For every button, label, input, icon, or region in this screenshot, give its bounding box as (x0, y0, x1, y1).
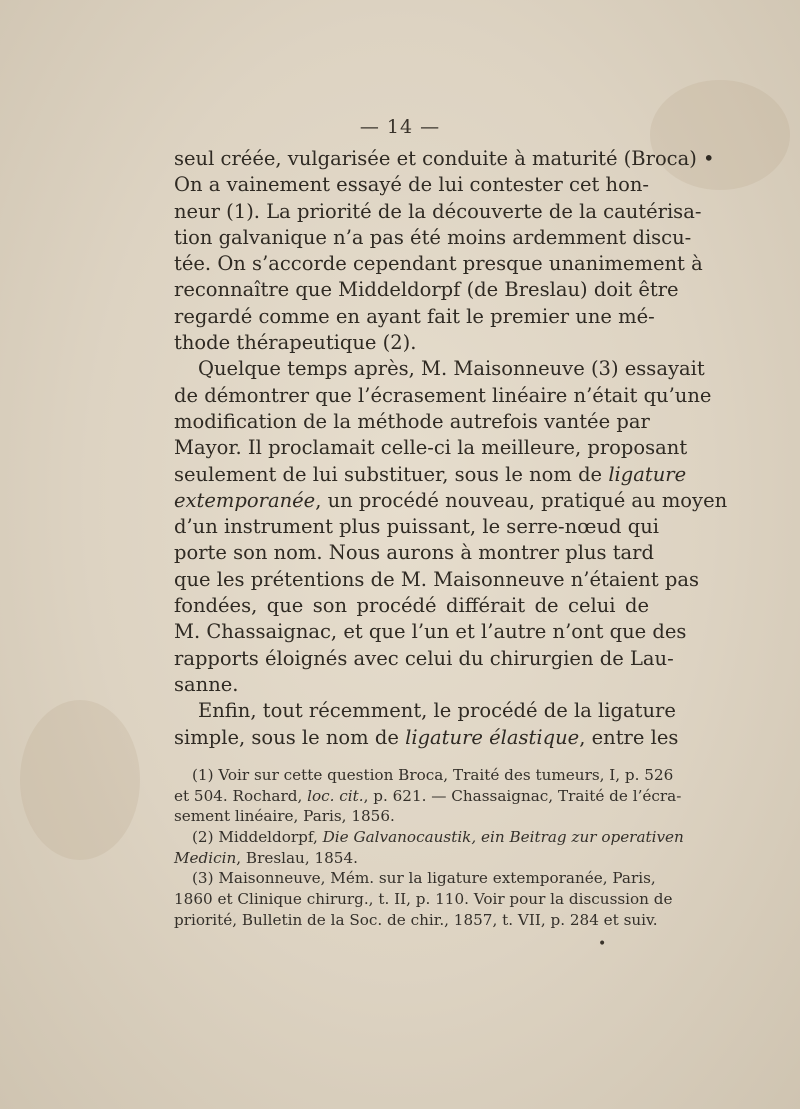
text-line: M. Chassaignac, et que l’un et l’autre n’ont que des (174, 620, 687, 644)
footnote-line: 1860 et Clinique chirurg., t. II, p. 110. Voir pour la discussion de (174, 890, 673, 909)
text-line: rapports éloignés avec celui du chirurgien de Lau- (174, 646, 674, 670)
text-line: thode thérapeutique (2). (174, 331, 417, 355)
footnote-line: (2) Middeldorpf, Die Galvanocaustik, ein Beitrag zur operativen (192, 828, 684, 847)
footnote-line: priorité, Bulletin de la Soc. de chir., 1857, t. VII, p. 284 et suiv. (174, 910, 658, 929)
text-line: Enfin, tout récemment, le procédé de la ligature (198, 699, 676, 723)
text-line: Mayor. Il proclamait celle-ci la meilleure, proposant (174, 436, 688, 460)
text-line: sanne. (174, 672, 239, 696)
text-line: extemporanée, un procédé nouveau, pratiqué au moyen (174, 488, 728, 512)
text-line: que les prétentions de M. Maisonneuve n’étaient pas (174, 567, 699, 591)
paper-stain (20, 700, 140, 860)
italic-term: ligature élastique (405, 725, 580, 749)
text-line: simple, sous le nom de ligature élastique, entre les (174, 725, 679, 749)
text-line: neur (1). La priorité de la découverte de la cautérisa- (174, 199, 702, 223)
footnote-line: (3) Maisonneuve, Mém. sur la ligature extemporanée, Paris, (192, 869, 656, 888)
text-line: tée. On s’accorde cependant presque unanimement à (174, 252, 703, 276)
text-line: fondées, que son procédé différait de celui de (174, 594, 649, 618)
text-line: porte son nom. Nous aurons à montrer plus tard (174, 541, 654, 565)
bottom-mark: • (598, 936, 607, 952)
page-number: — 14 — (359, 116, 441, 138)
text-line: reconnaître que Middeldorpf (de Breslau) doit être (174, 278, 679, 302)
italic-term: extemporanée (174, 488, 316, 512)
text-line: seulement de lui substituer, sous le nom de ligature (174, 462, 687, 486)
footnote-line: et 504. Rochard, loc. cit., p. 621. — Chassaignac, Traité de l’écra- (174, 786, 682, 805)
text-line: modification de la méthode autrefois vantée par (174, 409, 650, 433)
text-line: tion galvanique n’a pas été moins ardemment discu- (174, 225, 692, 249)
footnotes (174, 765, 684, 931)
italic-term: ligature (608, 462, 687, 486)
footnote-line: sement linéaire, Paris, 1856. (174, 807, 395, 826)
text-line: de démontrer que l’écrasement linéaire n’était qu’une (174, 383, 712, 407)
text-line: On a vainement essayé de lui contester cet hon- (174, 173, 649, 197)
body-text (174, 146, 728, 751)
text-line: regardé comme en ayant fait le premier une mé- (174, 304, 655, 328)
footnote-line: Medicin, Breslau, 1854. (174, 848, 358, 867)
footnote-line: (1) Voir sur cette question Broca, Traité des tumeurs, I, p. 526 (192, 766, 674, 784)
text-line: Quelque temps après, M. Maisonneuve (3) essayait (198, 357, 705, 381)
text-line: seul créée, vulgarisée et conduite à maturité (Broca) • (174, 147, 715, 170)
text-line: d’un instrument plus puissant, le serre-nœud qui (174, 515, 659, 539)
